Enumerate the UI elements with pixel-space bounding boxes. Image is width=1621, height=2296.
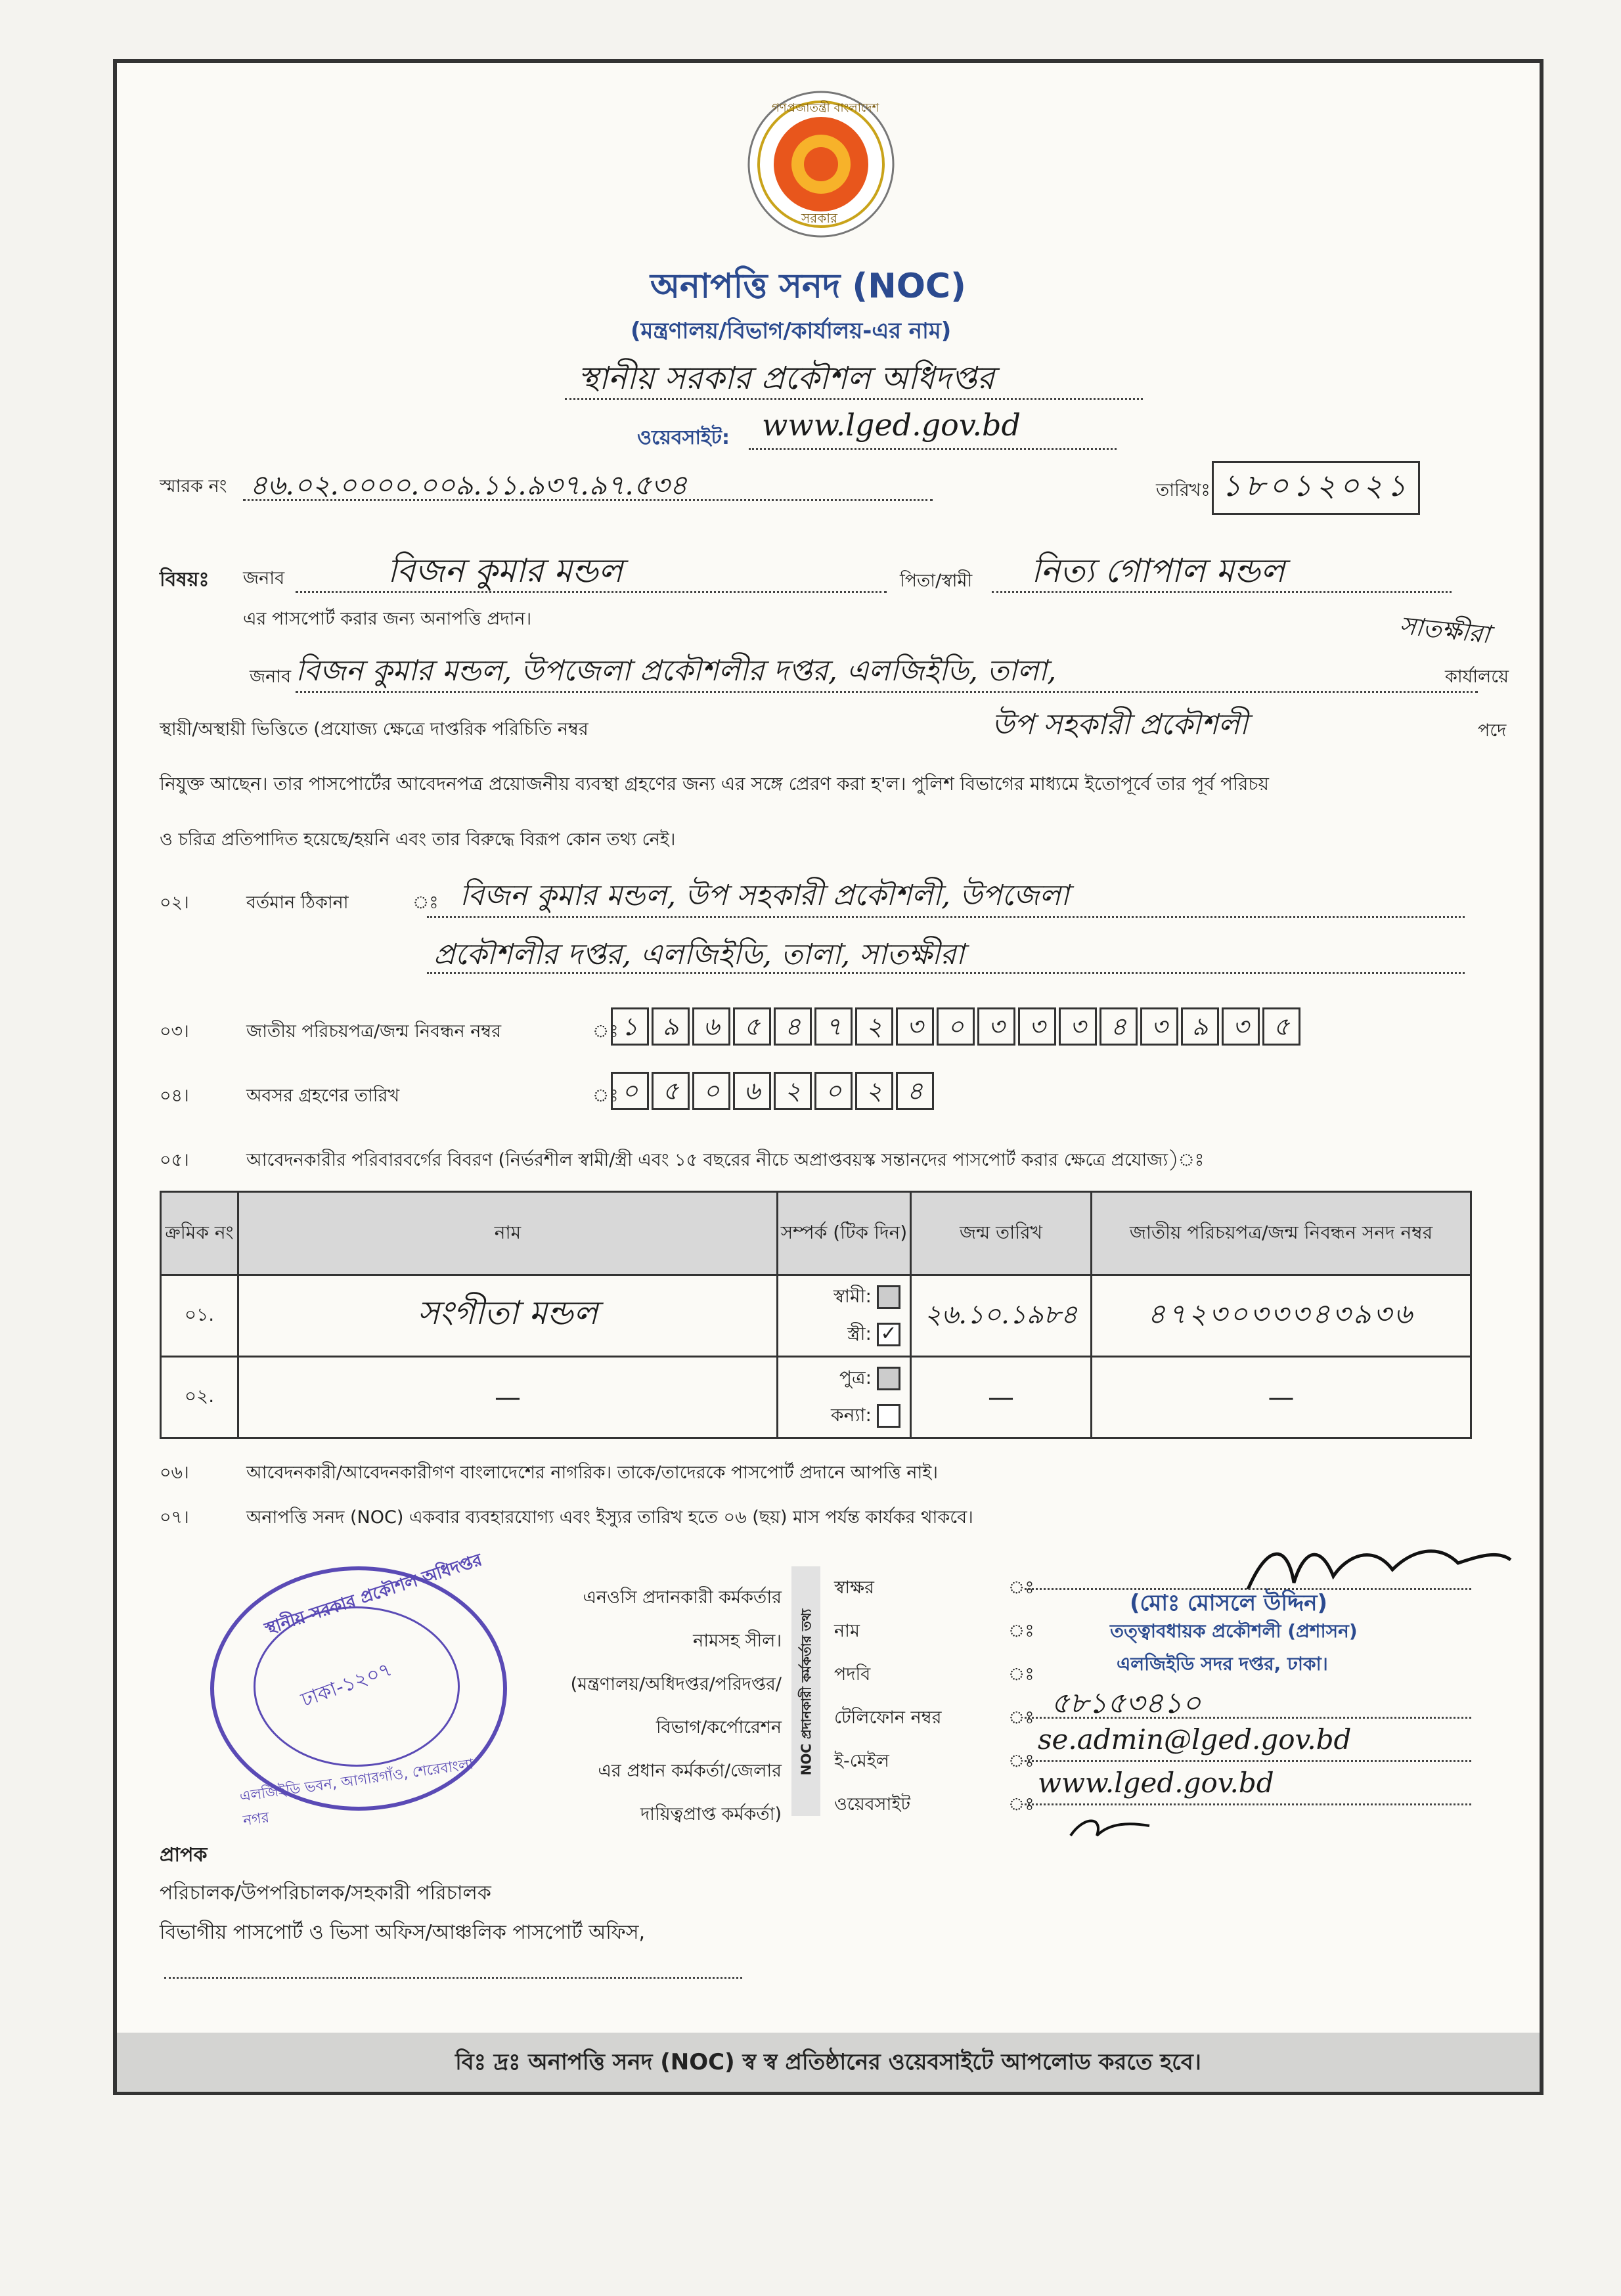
family-table (160, 1191, 1472, 1439)
item-04-number: ০৪। (160, 1086, 189, 1106)
table-header-name: নাম (238, 1192, 778, 1275)
issuer-desc-line-5: এর প্রধান কর্মকর্তা/জেলার (598, 1761, 782, 1781)
table-header-relation: সম্পর্ক (টিক দিন) (778, 1192, 911, 1275)
row-2-relation (778, 1357, 911, 1438)
nid-digit-box: ৩ (977, 1007, 1015, 1046)
initial-scribble (1064, 1809, 1156, 1849)
recipient-address-line (164, 1977, 742, 1979)
seal-inner-text: ঢাকা-১২০৭ (298, 1658, 395, 1712)
row-1-relation (778, 1275, 911, 1357)
retire-digit-box: ৬ (733, 1072, 771, 1110)
office-seal (210, 1550, 507, 1830)
item-05-number: ০৫। (160, 1150, 189, 1170)
email-label: ই-মেইল (834, 1751, 889, 1771)
row-2-relation-a: পুত্র: (839, 1366, 872, 1388)
issuer-office-stamp: এলজিইডি সদর দপ্তর, ঢাকা। (1117, 1653, 1328, 1675)
father-label: পিতা/স্বামী (900, 571, 973, 591)
issuer-desc-line-3: (মন্ত্রণালয়/অধিদপ্তর/পরিদপ্তর/ (570, 1674, 782, 1694)
recipient-line-1: পরিচালক/উপপরিচালক/সহকারী পরিচালক (160, 1882, 491, 1905)
recipient-label: প্রাপক (160, 1843, 208, 1866)
margin-note: সাতক্ষীরা (1398, 610, 1492, 650)
body-line2-prefix: স্থায়ী/অস্থায়ী ভিত্তিতে (প্রযোজ্য ক্ষেত্রে দাপ্তরিক পরিচিতি নম্বর (160, 719, 588, 740)
row-1-relation-b: স্ত্রী: (847, 1322, 872, 1344)
nid-digit-box: ৯ (652, 1007, 690, 1046)
subject-label: বিষয়ঃ (160, 568, 210, 591)
memo-line (243, 499, 933, 501)
table-row (161, 1275, 1471, 1357)
row-2-name: — (238, 1357, 778, 1438)
employee-line: বিজন কুমার মন্ডল, উপজেলা প্রকৌশলীর দপ্তর, এলজিইডি, তালা, (296, 654, 1057, 688)
address-label: বর্তমান ঠিকানা (246, 893, 349, 913)
footer-note: বিঃ দ্রঃ অনাপত্তি সনদ (NOC) স্ব স্ব প্রতিষ্ঠানের ওয়েবসাইটে আপলোড করতে হবে। (117, 2033, 1540, 2092)
address-line2-dots (427, 972, 1465, 974)
son-checkbox[interactable] (877, 1367, 900, 1390)
table-header-dob: জন্ম তারিখ (911, 1192, 1092, 1275)
nid-box-group (611, 1007, 1303, 1046)
website-field-label: ওয়েবসাইট (834, 1794, 911, 1815)
body-line3: নিযুক্ত আছেন। তার পাসপোর্টের আবেদনপত্র প্রয়োজনীয় ব্যবস্থা গ্রহণের জন্য এর সঙ্গে প্রেরণ করা হ'ল। পুলিশ বিভাগের মাধ্যমে ইতোপূর্বে তার পূর্ব পরিচয় (160, 773, 1269, 795)
issuer-website: www.lged.gov.bd (1038, 1767, 1274, 1799)
designation-label: পদবি (834, 1664, 871, 1685)
retire-label: অবসর গ্রহণের তারিখ (246, 1086, 400, 1106)
phone-label: টেলিফোন নম্বর (834, 1708, 942, 1728)
designation: উপ সহকারী প্রকৌশলী (992, 708, 1248, 741)
nid-digit-box: ৪ (774, 1007, 812, 1046)
row-2-sl: ০২. (161, 1357, 238, 1438)
retire-digit-box: ২ (774, 1072, 812, 1110)
row-1-name: সংগীতা মন্ডল (238, 1275, 778, 1357)
nid-digit-box: ২ (855, 1007, 893, 1046)
nid-digit-box: ৯ (1181, 1007, 1219, 1046)
row-2-dob: — (911, 1357, 1092, 1438)
nid-digit-box: ৭ (814, 1007, 853, 1046)
office-suffix: কার্যালয়ে (1445, 667, 1509, 687)
row-1-relation-a: স্বামী: (833, 1285, 872, 1307)
issuer-description (512, 1576, 782, 1836)
signature-label: স্বাক্ষর (834, 1578, 874, 1598)
table-header-sl: ক্রমিক নং (161, 1192, 238, 1275)
address-colon: ঃ (412, 893, 439, 913)
document-title: অনাপত্তি সনদ (NOC) (650, 267, 966, 306)
address-line1: বিজন কুমার মন্ডল, উপ সহকারী প্রকৌশলী, উপজেলা (460, 879, 1069, 912)
item-03-number: ০৩। (160, 1021, 189, 1042)
issuer-phone: ৫৮১৫৩৪১০ (1051, 1687, 1201, 1720)
address-line-dots (427, 916, 1465, 918)
table-header-nid: জাতীয় পরিচয়পত্র/জন্ম নিবন্ধন সনদ নম্বর (1092, 1192, 1471, 1275)
address-line2: প্রকৌশলীর দপ্তর, এলজিইডি, তালা, সাতক্ষীরা (433, 938, 965, 971)
table-row (161, 1357, 1471, 1438)
nid-digit-box: ৩ (896, 1007, 934, 1046)
emblem-top-text: গণপ্রজাতন্ত্রী বাংলাদেশ (772, 101, 879, 115)
item-06-number: ০৬। (160, 1463, 189, 1483)
memo-value: ৪৬.০২.০০০০.০০৯.১১.৯৩৭.৯৭.৫৩৪ (250, 469, 688, 501)
nid-digit-box: ৫ (733, 1007, 771, 1046)
issuer-designation-stamp: তত্ত্বাবধায়ক প্রকৌশলী (প্রশাসন) (1110, 1620, 1358, 1642)
nid-digit-box: ৬ (692, 1007, 730, 1046)
father-name-line (992, 591, 1452, 593)
name-label: নাম (834, 1621, 860, 1641)
email-line (1025, 1760, 1471, 1762)
body-line4: ও চরিত্র প্রতিপাদিত হয়েছে/হয়নি এবং তার বিরুদ্ধে বিরূপ কোন তথ্য নেই। (160, 829, 676, 850)
emblem-bottom-text: সরকার (801, 210, 838, 226)
seal-bottom-text: এলজিইডি ভবন, আগারগাঁও, শেরেবাংলা নগর (238, 1756, 475, 1830)
retire-digit-box: ০ (814, 1072, 853, 1110)
ministry-label: (মন্ত্রণালয়/বিভাগ/কার্যালয়-এর নাম) (631, 318, 952, 344)
daughter-checkbox[interactable] (877, 1404, 900, 1428)
issuer-labels (834, 1566, 942, 1826)
issuer-desc-line-6: দায়িত্বপ্রাপ্ত কর্মকর্তা) (640, 1804, 782, 1824)
issuer-name-stamp: (মোঃ মোসলে উদ্দিন) (1130, 1590, 1328, 1616)
nid-digit-box: ৪ (1099, 1007, 1138, 1046)
nid-digit-box: ৫ (1262, 1007, 1300, 1046)
row-2-nid: — (1092, 1357, 1471, 1438)
retire-digit-box: ৫ (652, 1072, 690, 1110)
retire-colon: ঃ (592, 1086, 619, 1106)
website-line (749, 448, 1117, 450)
website-field-line (1025, 1803, 1471, 1805)
website-value: www.lged.gov.bd (762, 407, 1021, 443)
row-1-nid: ৪৭২৩০৩৩৩৪৩৯৩৬ (1092, 1275, 1471, 1357)
applicant-name-line (296, 591, 887, 593)
husband-checkbox[interactable] (877, 1285, 900, 1309)
body-line2-suffix: পদে (1478, 720, 1507, 741)
issuer-vertical-label: NOC প্রদানকারী কর্মকর্তার তথ্য (798, 1608, 814, 1776)
memo-label: স্মারক নং (160, 476, 227, 497)
subject-purpose: এর পাসপোর্ট করার জন্য অনাপত্তি প্রদান। (243, 609, 532, 629)
applicant-name: বিজন কুমার মন্ডল (388, 552, 623, 590)
family-label: আবেদনকারীর পরিবারবর্গের বিবরণ (নির্ভরশীল স্বামী/স্ত্রী এবং ১৫ বছরের নীচে অপ্রাপ্তবয়স্ক সন্তানদের পাসপোর্ট করার ক্ষেত্রে প্রযোজ্য)ঃ (246, 1150, 1205, 1170)
row-1-dob: ২৬.১০.১৯৮৪ (911, 1275, 1092, 1357)
phone-line (1025, 1717, 1471, 1719)
nid-digit-box: ৩ (1222, 1007, 1260, 1046)
retire-digit-box: ০ (692, 1072, 730, 1110)
retire-box-group (611, 1072, 937, 1110)
nid-digit-box: ১ (611, 1007, 649, 1046)
date-value: ১৮০১২০২১ (1212, 461, 1420, 515)
signature-line (1025, 1588, 1471, 1590)
seal-outer-text: স্থানীয় সরকার প্রকৌশল অধিদপ্তর (262, 1550, 485, 1639)
retire-digit-box: ০ (611, 1072, 649, 1110)
recipient-line-2: বিভাগীয় পাসপোর্ট ও ভিসা অফিস/আঞ্চলিক পাসপোর্ট অফিস, (160, 1921, 646, 1944)
website-label: ওয়েবসাইট: (637, 426, 730, 449)
nid-digit-box: ৩ (1059, 1007, 1097, 1046)
nid-digit-box: ৩ (1140, 1007, 1178, 1046)
item-06-text: আবেদনকারী/আবেদনকারীগণ বাংলাদেশের নাগরিক। তাকে/তাদেরকে পাসপোর্ট প্রদানে আপত্তি নাই। (246, 1463, 939, 1483)
nid-colon: ঃ (592, 1021, 619, 1042)
issuer-colons: ঃ ঃ ঃ ঃ ঃ ঃ (1008, 1578, 1034, 1815)
row-2-relation-b: কন্যা: (831, 1403, 872, 1426)
wife-checkbox-checked[interactable]: ✓ (877, 1323, 900, 1346)
issuer-email: se.admin@lged.gov.bd (1038, 1723, 1352, 1755)
issuer-desc-line-1: এনওসি প্রদানকারী কর্মকর্তার (583, 1587, 782, 1608)
nid-digit-box: ০ (937, 1007, 975, 1046)
employee-line-dots (296, 691, 1478, 693)
body-janab-label: জনাব (250, 667, 292, 687)
retire-digit-box: ২ (855, 1072, 893, 1110)
issuer-desc-line-4: বিভাগ/কর্পোরেশন (655, 1717, 782, 1738)
office-name-line (565, 398, 1143, 400)
father-name: নিত্য গোপাল মন্ডল (1031, 552, 1285, 590)
item-02-number: ০২। (160, 893, 189, 913)
item-07-number: ০৭। (160, 1507, 189, 1528)
item-07-text: অনাপত্তি সনদ (NOC) একবার ব্যবহারযোগ্য এবং ইস্যুর তারিখ হতে ০৬ (ছয়) মাস পর্যন্ত কার্যকর থাকবে। (246, 1507, 973, 1528)
office-name: স্থানীয় সরকার প্রকৌশল অধিদপ্তর (578, 360, 995, 397)
date-label: তারিখঃ (1156, 480, 1210, 500)
nid-label: জাতীয় পরিচয়পত্র/জন্ম নিবন্ধন নম্বর (246, 1021, 502, 1042)
subject-janab-label: জনাব (243, 568, 285, 588)
row-1-sl: ০১. (161, 1275, 238, 1357)
issuer-desc-line-2: নামসহ সীল। (693, 1631, 782, 1651)
nid-digit-box: ৩ (1018, 1007, 1056, 1046)
retire-digit-box: ৪ (896, 1072, 934, 1110)
